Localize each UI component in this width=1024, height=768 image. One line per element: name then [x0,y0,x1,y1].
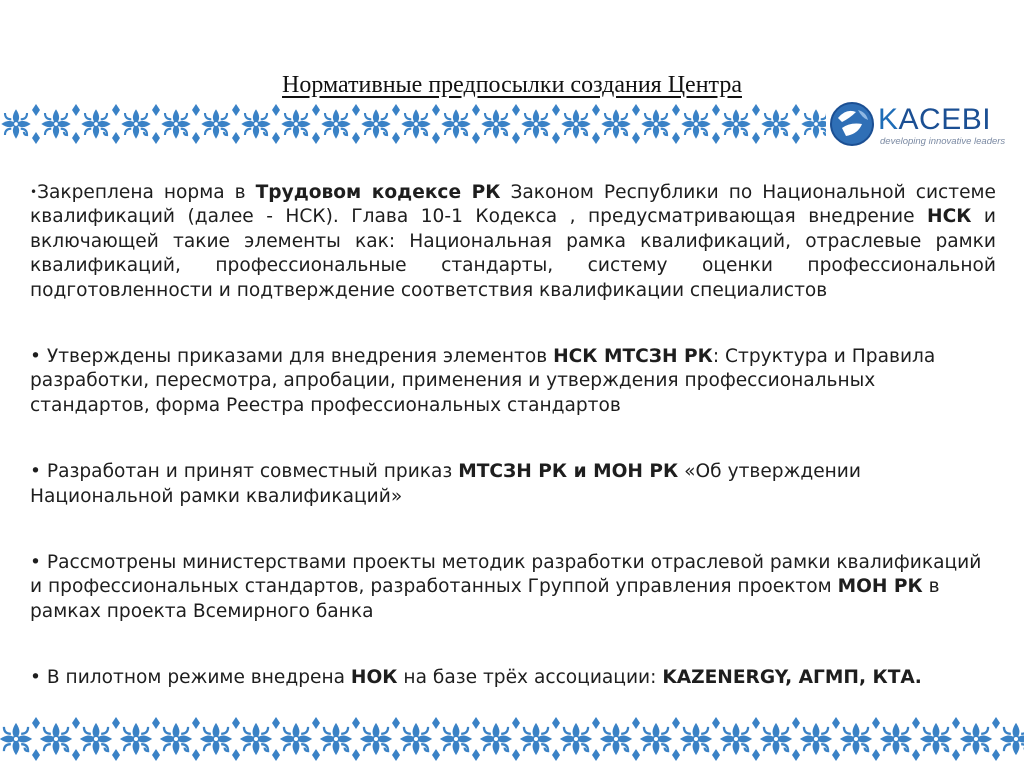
ornament-small-motif [32,104,40,116]
ornament-small-motif [552,104,560,116]
ornament-motif [41,109,70,138]
ornament-small-motif [952,749,960,761]
logo-brand-rest: ACEBI [898,103,992,136]
ornament-small-motif [152,104,160,116]
ornament-small-motif [392,104,400,116]
ornament-motif [320,723,352,755]
ornament-motif [481,109,510,138]
ornament-small-motif [112,132,120,144]
ornament-small-motif [72,104,80,116]
ornament-small-motif [152,749,160,761]
ornament-motif [600,723,632,755]
ornament-motif [1,109,30,138]
ornament-small-motif [872,717,880,729]
ornament-motif [840,723,872,755]
ornament-small-motif [592,132,600,144]
ornament-small-motif [32,717,40,729]
ornament-small-motif [472,749,480,761]
ornament-small-motif [512,717,520,729]
ornament-small-motif [312,749,320,761]
ornament-small-motif [352,132,360,144]
logo-globe-icon [828,98,876,150]
ornament-motif [121,109,150,138]
logo-brand-k: K [878,103,899,136]
ornament-motif [160,723,192,755]
ornament-motif [681,109,710,138]
paragraph-4: • Рассмотрены министерствами проекты методик разработки отраслевой рамки квалификаций и профессиональных стандартов, разработанных Группой управления проектом МОН РК в рамках проекта Всемирного банка [30,552,982,622]
ornament-small-motif [632,132,640,144]
ornament-motif [401,109,430,138]
ornament-motif [161,109,190,138]
ornament-small-motif [872,749,880,761]
ornament-small-motif [672,132,680,144]
ornament-small-motif [632,104,640,116]
ornament-small-motif [272,132,280,144]
ornament-small-motif [592,749,600,761]
ornament-small-motif [32,132,40,144]
ornament-small-motif [312,104,320,116]
ornament-small-motif [152,717,160,729]
ornament-small-motif [352,749,360,761]
ornament-small-motif [592,104,600,116]
ornament-small-motif [432,132,440,144]
ornament-motif [800,723,832,755]
ornament-motif [281,109,310,138]
kacebi-logo [828,98,1018,154]
ornament-small-motif [192,104,200,116]
ornament-small-motif [432,749,440,761]
ornament-pattern-bottom [0,714,1024,764]
ornament-small-motif [272,104,280,116]
ornament-small-motif [432,717,440,729]
ornament-small-motif [392,717,400,729]
ornament-motif [640,723,672,755]
slide-title [0,72,1024,99]
ornament-small-motif [552,749,560,761]
ornament-small-motif [752,132,760,144]
ornament-small-motif [72,717,80,729]
ornament-small-motif [112,717,120,729]
ornament-motif [240,723,272,755]
ornament-small-motif [32,749,40,761]
ornament-small-motif [312,132,320,144]
ornament-motif [641,109,670,138]
ornament-small-motif [712,717,720,729]
ornament-small-motif [832,717,840,729]
ornament-motif [680,723,712,755]
ornament-motif [801,109,826,138]
ornament-small-motif [232,717,240,729]
ornament-small-motif [672,104,680,116]
ornament-small-motif [512,132,520,144]
ornament-small-motif [472,717,480,729]
ornament-small-motif [832,749,840,761]
ornament-motif [360,723,392,755]
ornament-small-motif [712,104,720,116]
ornament-small-motif [512,104,520,116]
content-body [30,180,996,733]
ornament-small-motif [632,717,640,729]
ornament-small-motif [272,749,280,761]
ornament-motif [321,109,350,138]
ornament-motif [400,723,432,755]
ornament-small-motif [512,749,520,761]
ornament-small-motif [752,104,760,116]
ornament-small-motif [352,104,360,116]
ornament-small-motif [232,104,240,116]
ornament-motif [521,109,550,138]
ornament-small-motif [792,104,800,116]
logo-brand [878,103,991,137]
ornament-small-motif [192,132,200,144]
ornament-small-motif [192,749,200,761]
ornament-small-motif [232,749,240,761]
ornament-motif [441,109,470,138]
slide-title-text: Нормативные предпосылки создания Центра [282,72,742,98]
ornament-small-motif [792,717,800,729]
ornament-motif [280,723,312,755]
ornament-small-motif [72,749,80,761]
paragraph-2: • Утверждены приказами для внедрения элементов НСК МТСЗН РК: Структура и Правила разработки, пересмотра, апробации, применения и утверждения профессиональных стандартов, форма Реестра профессиональных стандартов [30,346,936,416]
ornament-small-motif [792,749,800,761]
ornament-motif [361,109,390,138]
ornament-small-motif [192,717,200,729]
ornament-motif [120,723,152,755]
paragraph-5: • В пилотном режиме внедрена НОК на базе трёх ассоциации: KAZENERGY, АГМП, КТА. [30,667,922,689]
ornament-small-motif [72,132,80,144]
ornament-motif [0,723,32,755]
ornament-motif [1000,723,1024,755]
ornament-small-motif [152,132,160,144]
ornament-small-motif [672,749,680,761]
ornament-small-motif [672,717,680,729]
ornament-small-motif [352,717,360,729]
ornament-motif [520,723,552,755]
ornament-pattern-top [0,102,826,146]
ornament-small-motif [552,717,560,729]
ornament-small-motif [752,749,760,761]
ornament-motif [200,723,232,755]
ornament-small-motif [112,104,120,116]
ornament-small-motif [472,132,480,144]
ornament-small-motif [472,104,480,116]
ornament-small-motif [912,749,920,761]
ornament-small-motif [392,749,400,761]
ornament-small-motif [272,717,280,729]
ornament-motif [760,723,792,755]
ornament-motif [480,723,512,755]
ornament-small-motif [632,749,640,761]
logo-tagline: developing innovative leaders [880,136,1006,147]
ornament-motif [560,723,592,755]
paragraph-3: • Разработан и принят совместный приказ МТСЗН РК и МОН РК «Об утверждении Национальной рамки квалификаций» [30,461,861,507]
ornament-small-motif [992,717,1000,729]
ornament-motif [561,109,590,138]
paragraph-1: •Закреплена норма в Трудовом кодексе РК Законом Республики по Национальной системе квалификаций (далее - НСК). Глава 10-1 Кодекса , предусматривающая внедрение НСК и включающей такие элементы как: Национальная рамка квалификаций, отраслевые рамки квалификаций, профессиональные стандарты, систему оценки профессиональной подготовленности и подтверждение соответствия квалификации специалистов [30,182,996,301]
ornament-border-bottom [0,714,1024,764]
ornament-small-motif [752,717,760,729]
ornament-border-top [0,102,826,146]
ornament-small-motif [432,104,440,116]
ornament-motif [440,723,472,755]
ornament-motif [920,723,952,755]
ornament-motif [40,723,72,755]
ornament-small-motif [992,749,1000,761]
ornament-small-motif [232,132,240,144]
ornament-small-motif [112,749,120,761]
ornament-small-motif [552,132,560,144]
ornament-motif [761,109,790,138]
ornament-motif [960,723,992,755]
ornament-small-motif [712,132,720,144]
ornament-small-motif [792,132,800,144]
ornament-small-motif [912,717,920,729]
ornament-motif [601,109,630,138]
ornament-small-motif [712,749,720,761]
ornament-small-motif [952,717,960,729]
ornament-small-motif [592,717,600,729]
ornament-motif [80,723,112,755]
ornament-motif [241,109,270,138]
ornament-motif [201,109,230,138]
ornament-motif [720,723,752,755]
ornament-motif [880,723,912,755]
ornament-small-motif [392,132,400,144]
ornament-small-motif [312,717,320,729]
ornament-motif [721,109,750,138]
ornament-motif [81,109,110,138]
